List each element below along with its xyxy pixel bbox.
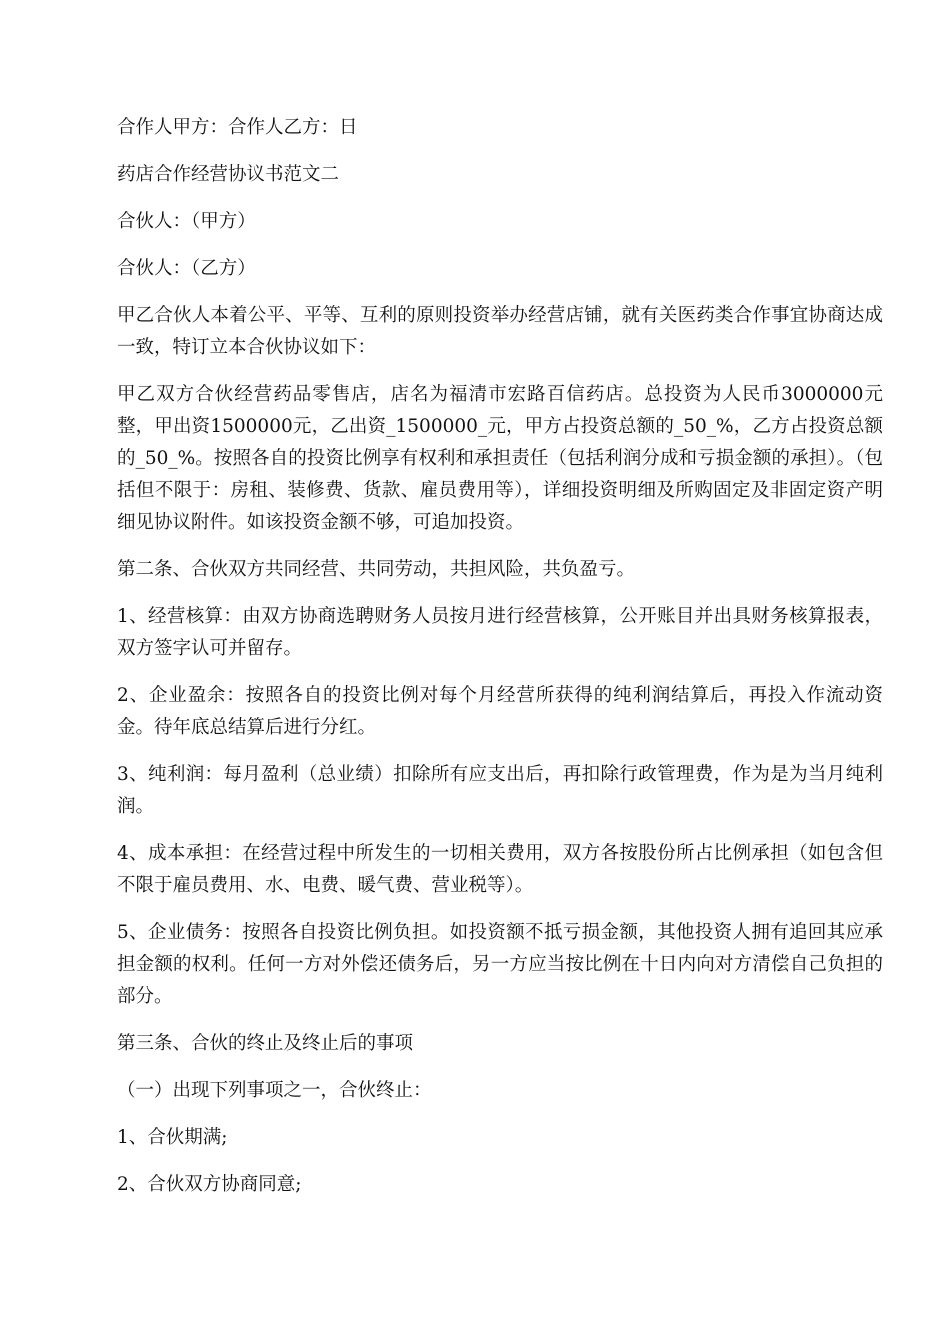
article-three-heading: 第三条、合伙的终止及终止后的事项: [117, 1033, 414, 1054]
investment-paragraph: 甲乙双方合伙经营药品零售店，店名为福清市宏路百信药店。总投资为人民币3000000元整，甲出资1500000元，乙出资_1500000_元，甲方占投资总额的_50_%，乙方占投资总额的_50_%。按照各自的投资比例享有权利和承担责任（包括利润分成和亏损金额的承担）。（包括但不限于：房租、装修费、货款、雇员费用等），详细投资明细及所购固定及非固定资产明细见协议附件。如该投资金额不够，可追加投资。: [117, 384, 883, 533]
article-two-heading: 第二条、合伙双方共同经营、共同劳动，共担风险，共负盈亏。: [117, 559, 636, 580]
document-title: 药店合作经营协议书范文二: [117, 164, 340, 185]
clause-net-profit: 3、纯利润：每月盈利（总业绩）扣除所有应支出后，再扣除行政管理费，作为是为当月纯利润。: [117, 764, 883, 817]
clause-surplus: 2、企业盈余：按照各自的投资比例对每个月经营所获得的纯利润结算后，再投入作流动资金。待年底总结算后进行分红。: [117, 685, 883, 738]
clause-cost: 4、成本承担：在经营过程中所发生的一切相关费用，双方各按股份所占比例承担（如包含但不限于雇员费用、水、电费、暖气费、营业税等）。: [117, 843, 883, 896]
document-body: [117, 112, 883, 1216]
termination-heading: （一）出现下列事项之一，合伙终止：: [117, 1080, 432, 1101]
clause-accounting: 1、经营核算：由双方协商选聘财务人员按月进行经营核算，公开账目并出具财务核算报表，双方签字认可并留存。: [117, 606, 883, 659]
partner-a-line: 合伙人：（甲方）: [117, 211, 256, 232]
clause-debt: 5、企业债务：按照各自投资比例负担。如投资额不抵亏损金额，其他投资人拥有追回其应承担金额的权利。任何一方对外偿还债务后，另一方应当按比例在十日内向对方清偿自己负担的部分。: [117, 922, 883, 1007]
termination-item-2: 2、合伙双方协商同意;: [117, 1174, 302, 1195]
partner-b-line: 合伙人：（乙方）: [117, 258, 256, 279]
signature-line: 合作人甲方：合作人乙方：日: [117, 117, 358, 138]
termination-item-1: 1、合伙期满;: [117, 1127, 228, 1148]
preamble-paragraph: 甲乙合伙人本着公平、平等、互利的原则投资举办经营店铺，就有关医药类合作事宜协商达成一致，特订立本合伙协议如下：: [117, 305, 883, 358]
